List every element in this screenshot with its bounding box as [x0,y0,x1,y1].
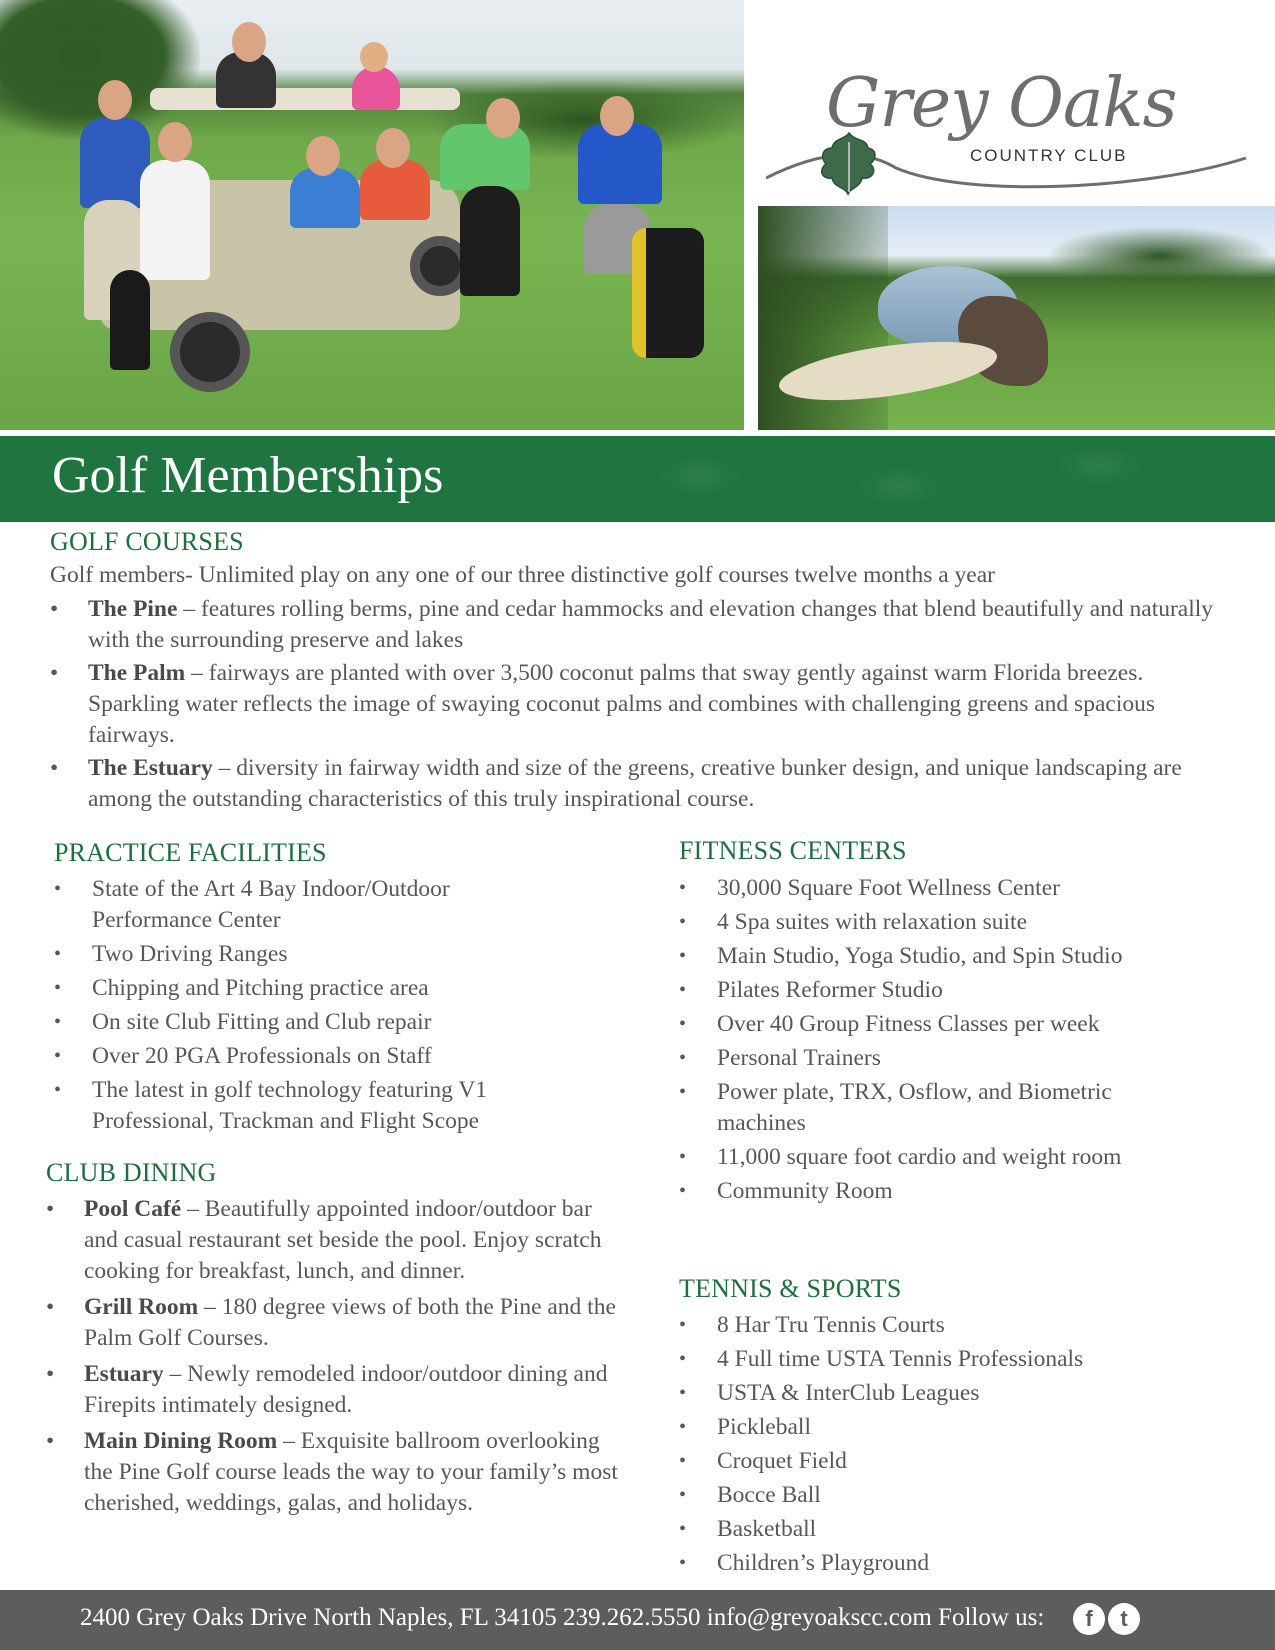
footer-contact: 2400 Grey Oaks Drive North Naples, FL 34105 239.262.5550 info@greyoakscc.com Follow us: [80,1604,1045,1631]
list-item: • Basketball [679,1516,817,1542]
list-item: • 4 Spa suites with relaxation suite [679,909,1028,935]
list-item: • The latest in golf technology featuring V1 Professional, Trackman and Flight Scope [54,1077,488,1134]
list-item: • State of the Art 4 Bay Indoor/Outdoor Performance Center [54,876,450,933]
list-item: • Power plate, TRX, Osflow, and Biometric machines [679,1079,1112,1136]
club-dining-heading: CLUB DINING [46,1158,217,1187]
list-item: • The Estuary – diversity in fairway width and size of the greens, creative bunker design, and unique landscaping are among the outstanding characteristics of this truly inspirational course. [50,755,1182,812]
list-item: • Grill Room – 180 degree views of both the Pine and the Palm Golf Courses. [46,1294,616,1351]
practice-facilities-list [54,874,524,1140]
list-item: • 30,000 Square Foot Wellness Center [679,875,1060,901]
list-item: • The Palm – fairways are planted with over 3,500 coconut palms that sway gently against warm Florida breezes. Sparkling water reflects the image of swaying coconut palms and combines with challenging greens and spacious fairways. [50,660,1155,748]
golf-bag [632,228,704,358]
club-logo [756,58,1256,198]
list-item: • Pilates Reformer Studio [679,977,943,1003]
list-item: • Croquet Field [679,1448,847,1474]
list-item: • Personal Trainers [679,1045,881,1071]
tennis-sports-heading: TENNIS & SPORTS [679,1274,902,1303]
title-banner [0,436,1275,522]
facebook-icon[interactable]: f [1073,1603,1105,1635]
list-item: • 11,000 square foot cardio and weight room [679,1144,1122,1170]
golfers-photo [0,0,744,430]
fitness-centers-heading: FITNESS CENTERS [679,836,907,865]
list-item: • Two Driving Ranges [54,941,288,967]
list-item: • Main Studio, Yoga Studio, and Spin Studio [679,943,1123,969]
list-item: • Bocce Ball [679,1482,821,1508]
list-item: • Chipping and Pitching practice area [54,975,429,1001]
golf-courses-list [50,594,1230,817]
list-item: • Community Room [679,1178,893,1204]
fitness-centers-list [679,873,1189,1210]
list-item: • 8 Har Tru Tennis Courts [679,1312,945,1338]
golf-courses-heading: GOLF COURSES [50,527,244,556]
course-photo [758,206,1275,430]
club-dining-list [46,1194,646,1524]
list-item: • USTA & InterClub Leagues [679,1380,980,1406]
practice-facilities-heading: PRACTICE FACILITIES [54,838,327,867]
list-item: • On site Club Fitting and Club repair [54,1009,432,1035]
list-item: • Pickleball [679,1414,811,1440]
list-item: • 4 Full time USTA Tennis Professionals [679,1346,1084,1372]
list-item: • Estuary – Newly remodeled indoor/outdoor dining and Firepits intimately designed. [46,1361,608,1418]
list-item: • Over 40 Group Fitness Classes per week [679,1011,1100,1037]
list-item: • Over 20 PGA Professionals on Staff [54,1043,432,1069]
list-item: • Main Dining Room – Exquisite ballroom overlooking the Pine Golf course leads the way to your family’s most cherished, weddings, galas, and holidays. [46,1428,618,1516]
footer [0,1590,1275,1650]
list-item: • Pool Café – Beautifully appointed indoor/outdoor bar and casual restaurant set beside the pool. Enjoy scratch cooking for breakfast, lunch, and dinner. [46,1196,602,1284]
list-item: • Children’s Playground [679,1550,930,1576]
tennis-sports-list [679,1310,1189,1582]
logo-subtitle: COUNTRY CLUB [970,146,1128,165]
logo-title: Grey Oaks [826,64,1177,143]
list-item: • The Pine – features rolling berms, pine and cedar hammocks and elevation changes that blend beautifully and naturally with the surrounding preserve and lakes [50,596,1214,653]
twitter-icon[interactable]: t [1108,1603,1140,1635]
page-title: Golf Memberships [52,447,444,504]
golf-courses-intro: Golf members- Unlimited play on any one of our three distinctive golf courses twelve months a year [50,562,995,588]
